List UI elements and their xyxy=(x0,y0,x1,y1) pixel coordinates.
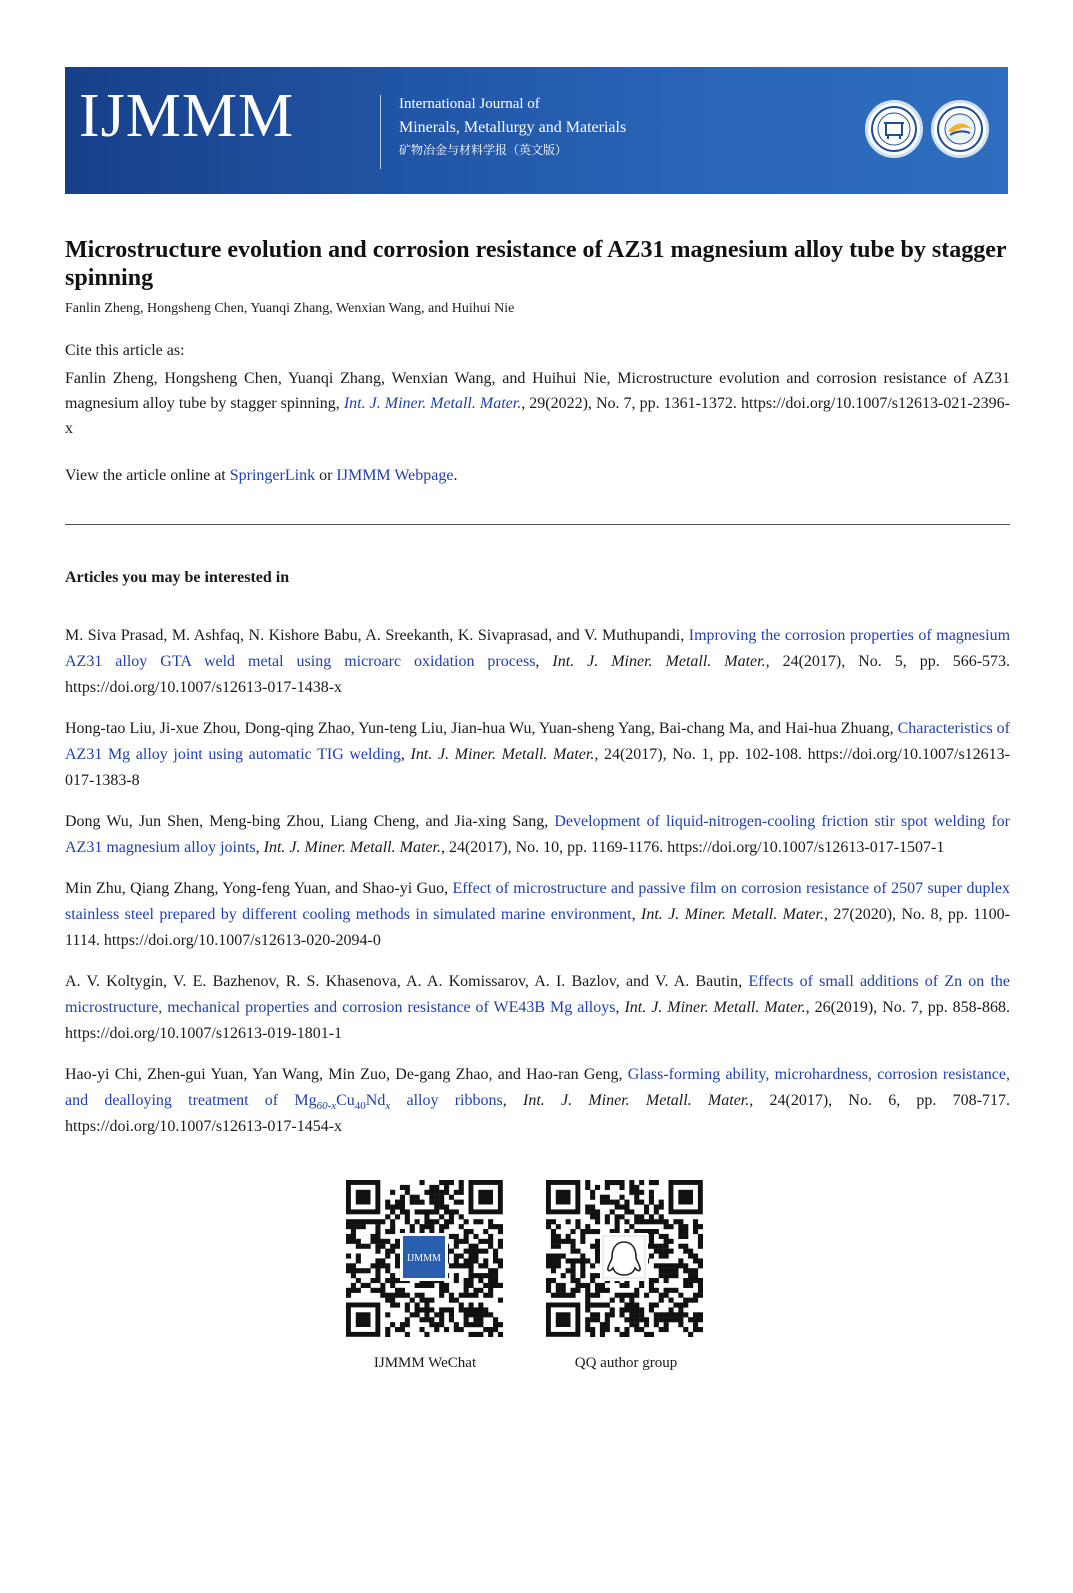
related-article: Hong-tao Liu, Ji-xue Zhou, Dong-qing Zhao, Yun-teng Liu, Jian-hua Wu, Yuan-sheng Yang, Bai-chang Ma, and Hai-hua Zhuang, Characteristics of AZ31 Mg alloy joint using automatic TIG welding, Int. J. Miner. Metall. Mater., 24(2017), No. 1, pp. 102-108. https://doi.org/10.1007/s12613-017-1383-8 xyxy=(65,720,1011,789)
ref-title-subscript: 60-x xyxy=(316,1100,337,1113)
citation-details: , 29(2022), No. 7, pp. 1361-1372. https://doi.org/10.1007/s12613-021-2396-x xyxy=(65,395,1010,437)
ref-title-link[interactable]: Improving the corrosion properties of magnesium AZ31 alloy GTA weld metal using microarc oxidation process xyxy=(65,627,1011,670)
cite-label: Cite this article as: xyxy=(65,342,185,359)
ref-journal: Int. J. Miner. Metall. Mater. xyxy=(552,653,766,670)
ref-details: , 27(2020), No. 8, pp. 1100-1114. https://doi.org/10.1007/s12613-020-2094-0 xyxy=(65,906,1011,949)
article-title: Microstructure evolution and corrosion resistance of AZ31 magnesium alloy tube by stagger spinning xyxy=(65,237,1007,291)
ijmmm-webpage-link[interactable]: IJMMM Webpage xyxy=(336,467,454,484)
divider xyxy=(65,524,1010,525)
society-seal-icon xyxy=(931,100,989,158)
ref-journal: Int. J. Miner. Metall. Mater. xyxy=(641,906,824,923)
ref-authors: Min Zhu, Qiang Zhang, Yong-feng Yuan, and Shao-yi Guo, xyxy=(65,880,449,897)
ref-title-part: Cu xyxy=(336,1092,355,1109)
ref-title-link[interactable]: Effects of small additions of Zn on the microstructure, mechanical properties and corrosion resistance of WE43B Mg alloys xyxy=(65,973,1011,1016)
citation-journal-link[interactable]: Int. J. Miner. Metall. Mater. xyxy=(343,395,522,412)
ref-details: , 24(2017), No. 5, pp. 566-573. https://doi.org/10.1007/s12613-017-1438-x xyxy=(65,653,1011,696)
ref-journal: Int. J. Miner. Metall. Mater. xyxy=(263,839,441,856)
ref-title-subscript: x xyxy=(385,1100,391,1113)
wechat-caption: IJMMM WeChat xyxy=(373,1355,477,1371)
ref-title-part: Glass-forming ability, microhardness, corrosion resistance, and dealloying treatment of Mg xyxy=(65,1066,1011,1109)
journal-logo: IJMMM xyxy=(79,82,295,150)
related-article: Min Zhu, Qiang Zhang, Yong-feng Yuan, and Shao-yi Guo, Effect of microstructure and passive film on corrosion resistance of 2507 super duplex stainless steel prepared by different cooling methods in simulated marine environment, Int. J. Miner. Metall. Mater., 27(2020), No. 8, pp. 1100-1114. https://doi.org/10.1007/s12613-020-2094-0 xyxy=(65,880,1011,949)
qq-qr-code[interactable] xyxy=(546,1178,704,1340)
view-online-line xyxy=(65,467,457,485)
related-article: Hao-yi Chi, Zhen-gui Yuan, Yan Wang, Min Zuo, De-gang Zhao, and Hao-ran Geng, Glass-forming ability, microhardness, corrosion resistance, and dealloying treatment of $Mg_{60-x}Cu_{40}Nd_x$ alloy ribbons, Int. J. Miner. Metall. Mater., 24(2017), No. 6, pp. 708-717. https://doi.org/10.1007/s12613-017-1454-x xyxy=(65,1066,1011,1135)
journal-name-line2: Minerals, Metallurgy and Materials xyxy=(399,119,627,136)
ref-journal: Int. J. Miner. Metall. Mater. xyxy=(522,1092,750,1109)
springerlink-link[interactable]: SpringerLink xyxy=(229,467,316,484)
qq-caption: QQ author group xyxy=(574,1355,678,1371)
ref-title-part: Nd xyxy=(365,1092,386,1109)
related-articles-heading: Articles you may be interested in xyxy=(65,569,290,586)
related-article: A. V. Koltygin, V. E. Bazhenov, R. S. Khasenova, A. A. Komissarov, A. I. Bazlov, and V. A. Bautin, Effects of small additions of Zn on the microstructure, mechanical properties and corrosion resistance of WE43B Mg alloys, Int. J. Miner. Metall. Mater., 26(2019), No. 7, pp. 858-868. https://doi.org/10.1007/s12613-019-1801-1 xyxy=(65,973,1011,1042)
journal-name-chinese: 矿物冶金与材料学报（英文版） xyxy=(399,143,568,157)
ref-title-link[interactable]: Effect of microstructure and passive film on corrosion resistance of 2507 super duplex stainless steel prepared by different cooling methods in simulated marine environment xyxy=(65,880,1011,923)
ref-details: , 24(2017), No. 1, pp. 102-108. https://doi.org/10.1007/s12613-017-1383-8 xyxy=(65,746,1011,789)
journal-banner xyxy=(65,67,1008,194)
ref-authors: Hong-tao Liu, Ji-xue Zhou, Dong-qing Zhao, Yun-teng Liu, Jian-hua Wu, Yuan-sheng Yang, Bai-chang Ma, and Hai-hua Zhuang, xyxy=(65,720,894,737)
banner-divider xyxy=(380,95,381,169)
ref-title-link[interactable]: Development of liquid-nitrogen-cooling friction stir spot welding for AZ31 magnesium alloy joints xyxy=(65,813,1011,856)
university-seal-icon xyxy=(865,100,923,158)
ref-authors: M. Siva Prasad, M. Ashfaq, N. Kishore Babu, A. Sreekanth, K. Sivaprasad, and V. Muthupandi, xyxy=(65,627,685,644)
ref-authors: Dong Wu, Jun Shen, Meng-bing Zhou, Liang Cheng, and Jia-xing Sang, xyxy=(65,813,549,830)
wechat-qr-code[interactable] xyxy=(346,1178,504,1340)
ref-journal: Int. J. Miner. Metall. Mater. xyxy=(624,999,806,1016)
related-article: M. Siva Prasad, M. Ashfaq, N. Kishore Babu, A. Sreekanth, K. Sivaprasad, and V. Muthupandi, Improving the corrosion properties of magnesium AZ31 alloy GTA weld metal using microarc oxidation process, Int. J. Miner. Metall. Mater., 24(2017), No. 5, pp. 566-573. https://doi.org/10.1007/s12613-017-1438-x xyxy=(65,627,1011,696)
ref-title-part: alloy ribbons xyxy=(390,1092,503,1109)
citation xyxy=(65,366,1010,441)
ref-title-link[interactable]: Characteristics of AZ31 Mg alloy joint using automatic TIG welding xyxy=(65,720,1011,763)
ref-details: , 24(2017), No. 6, pp. 708-717. https://doi.org/10.1007/s12613-017-1454-x xyxy=(65,1092,1010,1135)
view-online-or: or xyxy=(319,467,333,484)
ref-authors: A. V. Koltygin, V. E. Bazhenov, R. S. Khasenova, A. A. Komissarov, A. I. Bazlov, and V. A. Bautin, xyxy=(65,973,743,990)
ref-details: , 26(2019), No. 7, pp. 858-868. https://doi.org/10.1007/s12613-019-1801-1 xyxy=(65,999,1011,1042)
wechat-qr-logo-text: IJMMM xyxy=(407,1253,441,1264)
ref-title-subscript: 40 xyxy=(354,1100,366,1113)
ref-journal: Int. J. Miner. Metall. Mater. xyxy=(410,746,595,763)
view-online-end: . xyxy=(453,467,458,484)
view-online-text: View the article online at xyxy=(65,467,226,484)
related-article: Dong Wu, Jun Shen, Meng-bing Zhou, Liang Cheng, and Jia-xing Sang, Development of liquid-nitrogen-cooling friction stir spot welding for AZ31 magnesium alloy joints, Int. J. Miner. Metall. Mater., 24(2017), No. 10, pp. 1169-1176. https://doi.org/10.1007/s12613-017-1507-1 xyxy=(65,813,1011,856)
ref-authors: Hao-yi Chi, Zhen-gui Yuan, Yan Wang, Min Zuo, De-gang Zhao, and Hao-ran Geng, xyxy=(65,1066,623,1083)
journal-name-line1: International Journal of xyxy=(399,96,540,112)
ref-details: , 24(2017), No. 10, pp. 1169-1176. https://doi.org/10.1007/s12613-017-1507-1 xyxy=(440,839,945,856)
citation-text: Fanlin Zheng, Hongsheng Chen, Yuanqi Zhang, Wenxian Wang, and Huihui Nie, Microstructure evolution and corrosion resistance of AZ31 magnesium alloy tube by stagger spinning, xyxy=(65,370,1010,412)
related-articles-list xyxy=(65,623,1010,1155)
article-authors: Fanlin Zheng, Hongsheng Chen, Yuanqi Zhang, Wenxian Wang, and Huihui Nie xyxy=(65,301,515,316)
